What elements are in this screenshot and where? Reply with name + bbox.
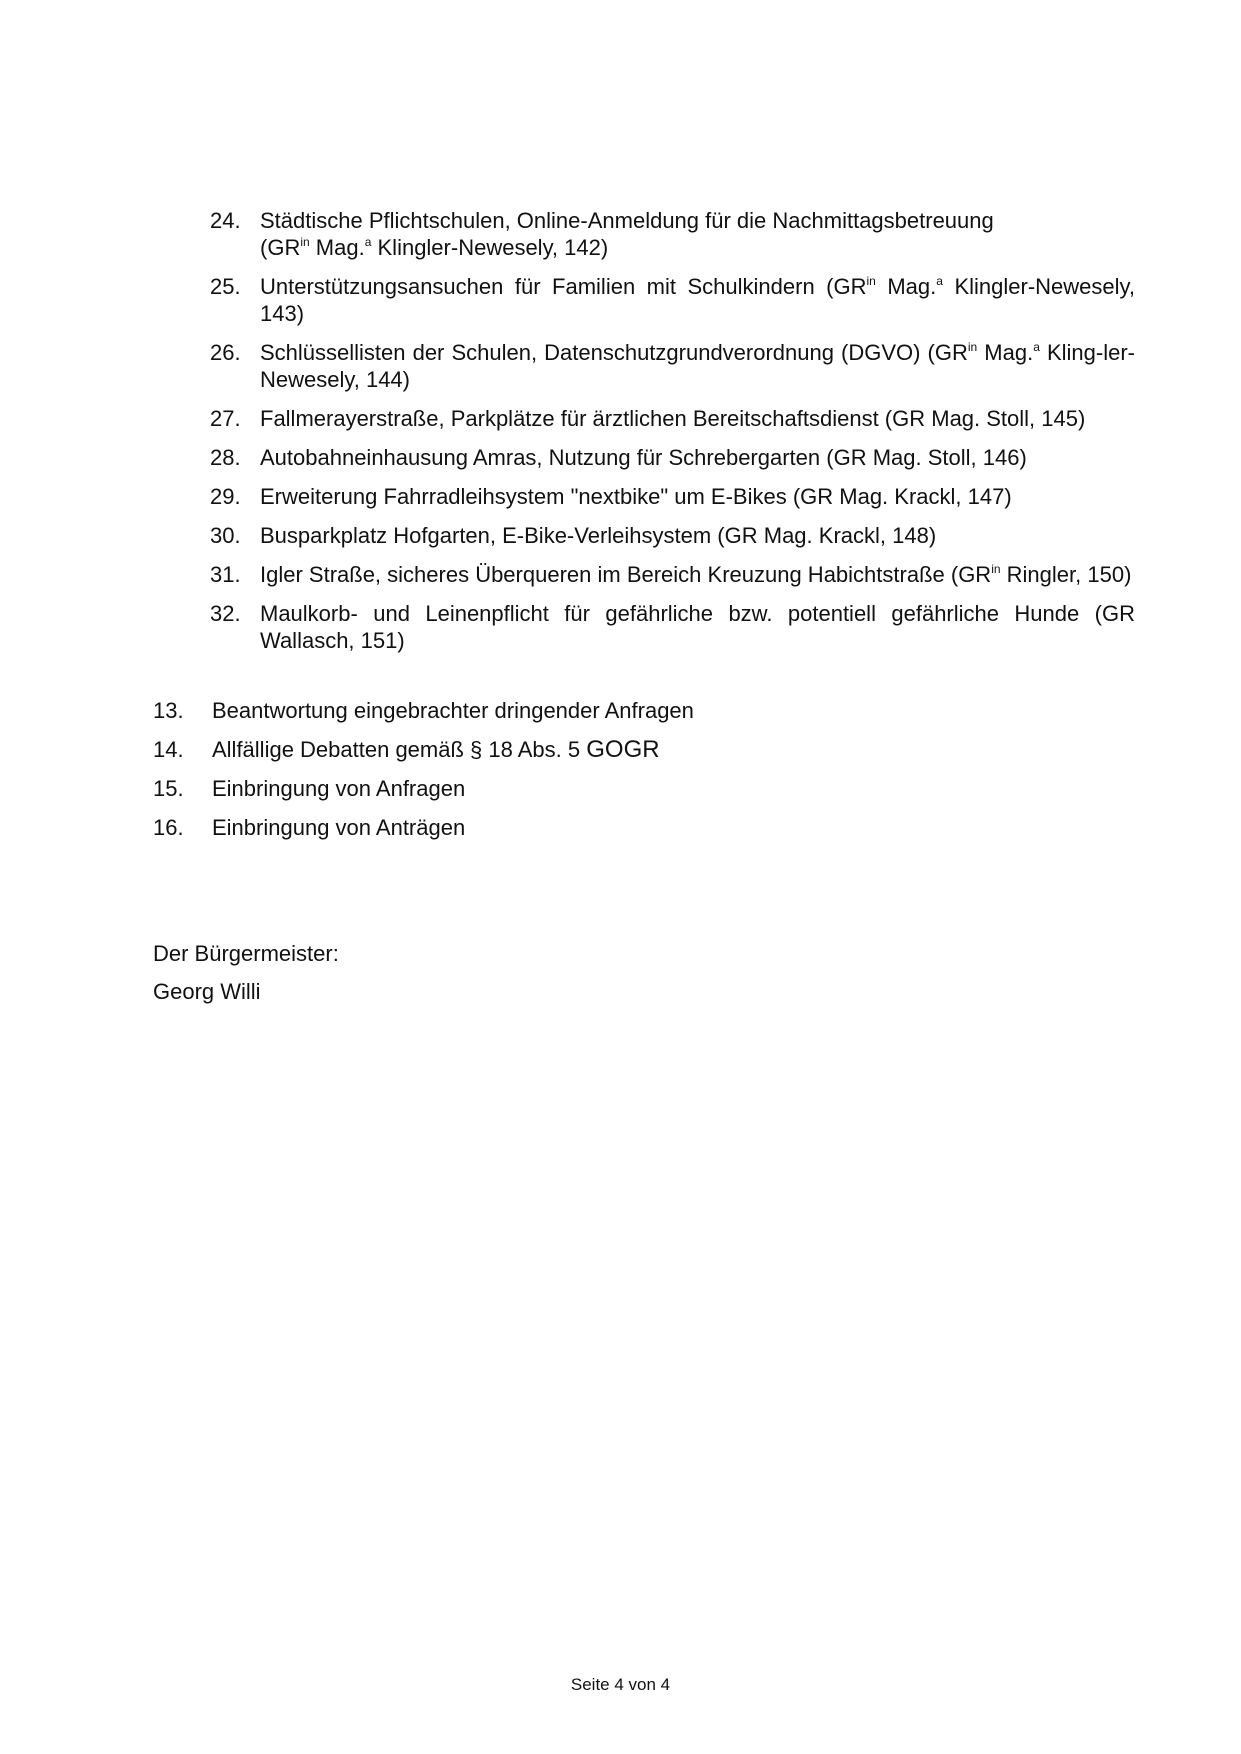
list-item xyxy=(153,736,1133,763)
list-item xyxy=(210,522,1135,549)
list-item xyxy=(210,207,1135,261)
item-number: 26. xyxy=(210,340,241,365)
signature-block xyxy=(153,935,339,1011)
list-item xyxy=(210,600,1135,654)
list-item xyxy=(210,273,1135,327)
item-text: Erweiterung Fahrradleihsystem "nextbike" um E-Bikes (GR Mag. Krackl, 147) xyxy=(260,484,1012,509)
page-number: Seite 4 von 4 xyxy=(570,1675,671,1694)
item-text: Einbringung von Anfragen xyxy=(212,776,466,801)
list-item xyxy=(153,814,1133,841)
item-number: 15. xyxy=(153,776,184,801)
list-item xyxy=(153,775,1133,802)
item-number: 24. xyxy=(210,208,241,233)
list-item xyxy=(210,483,1135,510)
item-text: Allfällige Debatten gemäß § 18 Abs. 5 GOGR xyxy=(212,736,660,763)
item-number: 16. xyxy=(153,815,184,840)
signature-name: Georg Willi xyxy=(153,979,261,1004)
item-text: Einbringung von Anträgen xyxy=(212,815,466,840)
page-footer xyxy=(0,1675,1241,1695)
item-text: Maulkorb- und Leinenpflicht für gefährliche bzw. potentiell gefährliche Hunde (GR Wallasch, 151) xyxy=(260,601,1135,653)
item-text: Schlüssellisten der Schulen, Datenschutzgrundverordnung (DGVO) ($GR^{in}$ Mag.$^a$ Kling-ler-Newesely, 144) xyxy=(260,340,1135,392)
item-number: 29. xyxy=(210,484,241,509)
item-number: 31. xyxy=(210,562,241,587)
signature-title: Der Bürgermeister: xyxy=(153,941,339,966)
item-number: 13. xyxy=(153,698,184,723)
list-item xyxy=(153,697,1133,724)
list-item xyxy=(210,405,1135,432)
item-number: 30. xyxy=(210,523,241,548)
item-text: Städtische Pflichtschulen, Online-Anmeldung für die Nachmittagsbetreuung ($GR^{in}$ Mag.$^a$ Klingler-Newesely, 142) xyxy=(260,208,994,260)
list-item xyxy=(210,561,1135,588)
item-text: Beantwortung eingebrachter dringender Anfragen xyxy=(212,698,694,723)
item-number: 28. xyxy=(210,445,241,470)
item-number: 14. xyxy=(153,737,184,762)
item-number: 25. xyxy=(210,274,241,299)
list-item xyxy=(210,339,1135,393)
item-number: 27. xyxy=(210,406,241,431)
item-number: 32. xyxy=(210,601,241,626)
item-text: Busparkplatz Hofgarten, E-Bike-Verleihsystem (GR Mag. Krackl, 148) xyxy=(260,523,937,548)
sub-agenda-list xyxy=(210,207,1135,666)
item-text: Unterstützungsansuchen für Familien mit Schulkindern ($GR^{in}$ Mag.$^a$ Klingler-Newesely, 143) xyxy=(260,274,1135,326)
item-text: Igler Straße, sicheres Überqueren im Bereich Kreuzung Habichtstraße ($GR^{in}$ Ringler, 150) xyxy=(260,562,1132,587)
item-text: Autobahneinhausung Amras, Nutzung für Schrebergarten (GR Mag. Stoll, 146) xyxy=(260,445,1027,470)
item-text: Fallmerayerstraße, Parkplätze für ärztlichen Bereitschaftsdienst (GR Mag. Stoll, 145) xyxy=(260,406,1086,431)
list-item xyxy=(210,444,1135,471)
main-agenda-list xyxy=(153,697,1133,853)
